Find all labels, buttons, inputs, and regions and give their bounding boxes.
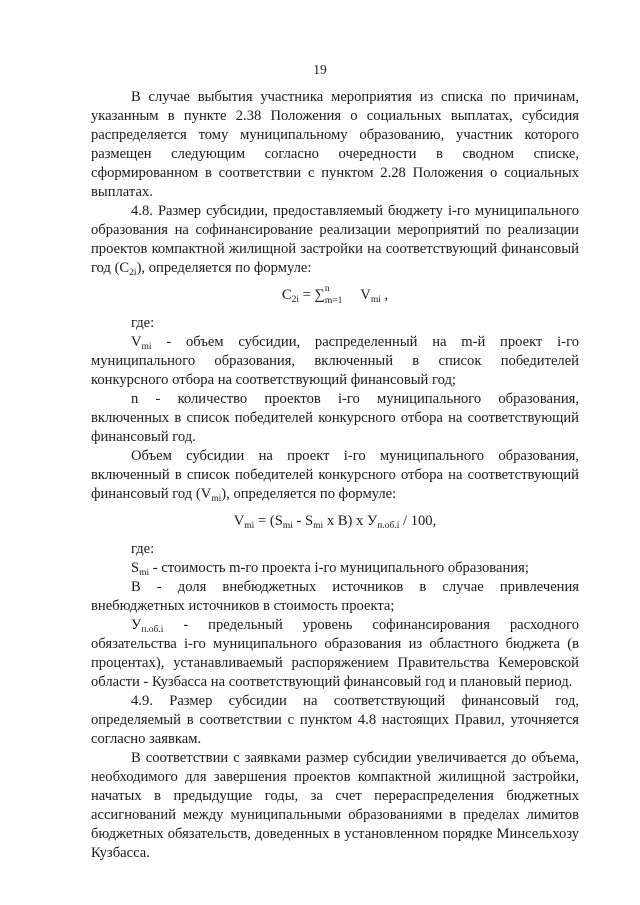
paragraph-4-9: 4.9. Размер субсидии на соответствующий финансовый год, определяемый в соответствии с пунктом 4.8 настоящих Правил, уточняется согласно заявкам. <box>91 693 579 747</box>
vmi-symbol: V <box>131 334 142 350</box>
formula2-u-subscript: п.об.i <box>377 521 400 531</box>
formula2-part-c: x B) x У <box>323 513 378 529</box>
formula-c-subscript: 2i <box>291 295 299 305</box>
u-subscript: п.об.i <box>141 625 164 635</box>
vmi-subscript: mi <box>141 342 152 352</box>
vmi-definition: - объем субсидии, распределенный на m-й проект i-го муниципального образования, включенный в список победителей конкурсного отбора на соответствующий финансовый год; <box>91 334 579 388</box>
formula2-s1-subscript: mi <box>282 521 293 531</box>
smi-subscript: mi <box>139 568 150 578</box>
paragraph-vmi-text: Объем субсидии на проект i-го муниципального образования, включенный в список победителей конкурсного отбора на соответствующий финансовый год (V <box>91 448 579 502</box>
definition-b: B - доля внебюджетных источников в случае привлечения внебюджетных источников в стоимость проекта; <box>91 579 579 614</box>
formula-c2i <box>91 286 579 305</box>
page-number: 19 <box>313 62 327 77</box>
paragraph-vmi-end: ), определяется по формуле: <box>221 486 397 502</box>
formula2-part-d: / 100, <box>399 513 437 529</box>
formula2-part-a: = (S <box>254 513 283 529</box>
document-body <box>91 88 579 863</box>
definition-smi <box>91 559 579 578</box>
formula-v-symbol: V <box>356 287 371 303</box>
u-symbol: У <box>131 617 142 633</box>
paragraph-4-8 <box>91 202 579 278</box>
u-definition: - предельный уровень софинансирования расходного обязательства i-го муниципального образования из областного бюджета (в процентах), устанавливаемый распоряжением Правительства Кемеровской области - Кузбасса на соответствующий финансовый год и плановый период. <box>91 617 579 690</box>
paragraph-4-8-end: ), определяется по формуле: <box>136 260 312 276</box>
paragraph-vmi-volume <box>91 447 579 504</box>
sum-upper-limit: n <box>324 284 330 294</box>
c2i-subscript: 2i <box>129 268 137 278</box>
definition-n: n - количество проектов i-го муниципального образования, включенных в список победителей конкурсного отбора на соответствующий финансовый год. <box>91 391 579 445</box>
sum-lower-limit: m=1 <box>324 296 343 306</box>
formula-vmi <box>91 512 579 531</box>
formula-sum-symbol: = ∑ <box>298 287 325 303</box>
where-label-2: где: <box>131 541 155 557</box>
paragraph-withdrawal: В случае выбытия участника мероприятия из списка по причинам, указанным в пункте 2.38 Положения о социальных выплатах, субсидия распределяется тому муниципальному образованию, участник которого размещен следующим согласно очередности в сводном списке, сформированном в соответствии с пунктом 2.28 Положения о социальных выплатах. <box>91 89 579 200</box>
sum-limits <box>324 284 357 306</box>
formula-end: , <box>380 287 389 303</box>
definition-vmi <box>91 333 579 390</box>
formula2-v-subscript: mi <box>244 521 255 531</box>
smi-symbol: S <box>131 560 140 576</box>
formula-c-symbol: C <box>281 287 292 303</box>
formula2-v-symbol: V <box>233 513 245 529</box>
paragraph-redistribution: В соответствии с заявками размер субсидии увеличивается до объема, необходимого для завершения проектов компактной жилищной застройки, начатых в предыдущие годы, за счет перераспределения бюджетных ассигнований между муниципальными образованиями в пределах лимитов бюджетных обязательств, доведенных в установленном порядке Минсельхозу Кузбасса. <box>91 750 579 861</box>
formula2-part-b: - S <box>292 513 314 529</box>
where-label-1: где: <box>131 315 155 331</box>
paragraph-vmi-subscript: mi <box>211 494 222 504</box>
formula-v-subscript: mi <box>370 295 381 305</box>
paragraph-4-8-text: 4.8. Размер субсидии, предоставляемый бюджету i-го муниципального образования на софинансирование реализации мероприятий по реализации проектов компактной жилищной застройки на соответствующий финансовый год (C <box>91 203 579 276</box>
smi-definition: - стоимость m-го проекта i-го муниципального образования; <box>149 560 529 576</box>
formula2-s2-subscript: mi <box>313 521 324 531</box>
definition-u <box>91 616 579 692</box>
